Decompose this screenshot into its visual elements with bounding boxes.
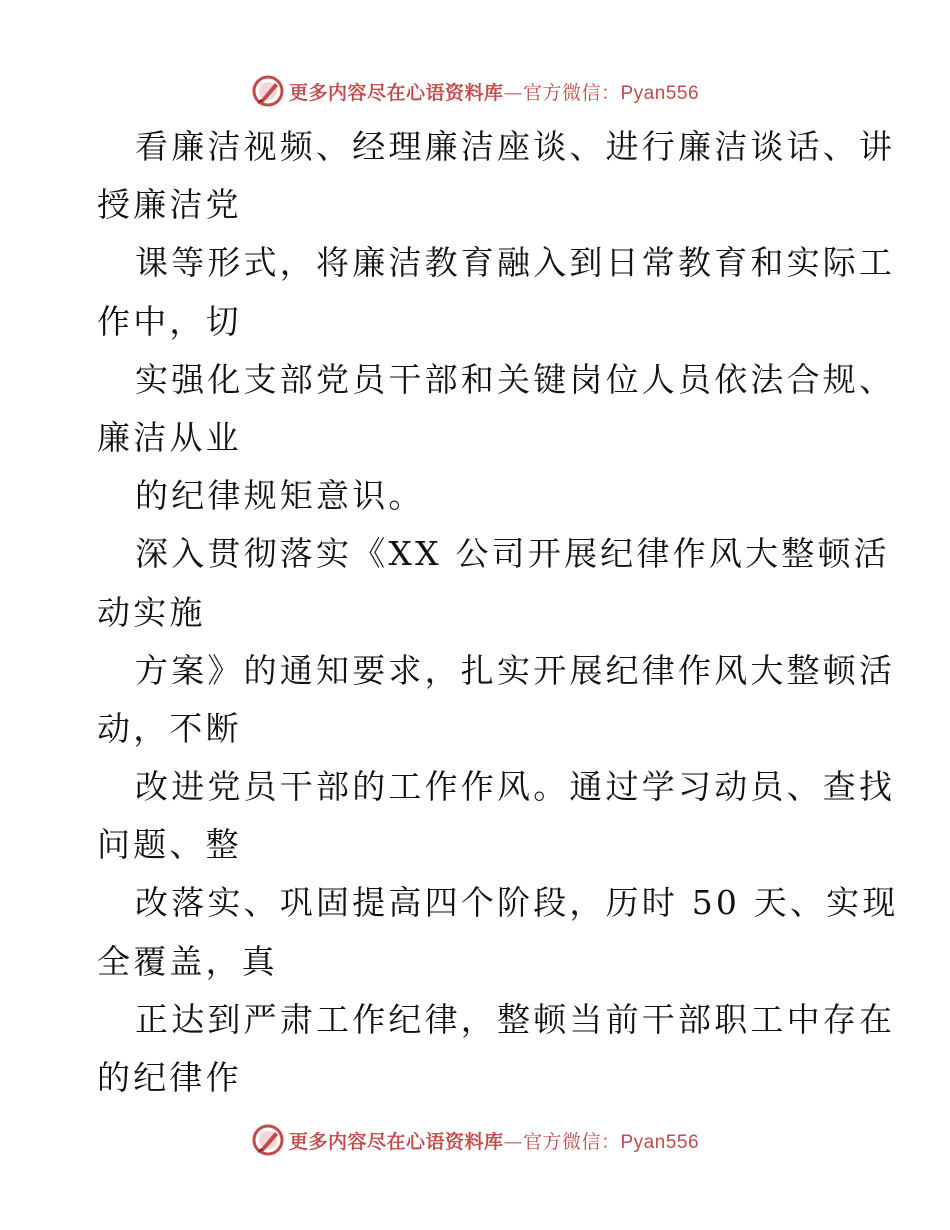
body-line: 廉洁从业 bbox=[97, 417, 242, 457]
header-banner-text bbox=[289, 78, 699, 105]
body-line: 的纪律作 bbox=[97, 1058, 242, 1097]
banner-separator: — bbox=[503, 1130, 523, 1153]
banner-brand: 更多内容尽在心语资料库 bbox=[288, 81, 504, 104]
body-line: 实强化支部党员干部和关键岗位人员依法合规、 bbox=[135, 359, 896, 399]
body-line: 授廉洁党 bbox=[97, 185, 242, 225]
body-line: 动，不断 bbox=[97, 708, 242, 748]
body-line: 方案》的通知要求，扎实开展纪律作风大整顿活 bbox=[135, 650, 896, 690]
banner-brand: 更多内容尽在心语资料库 bbox=[288, 1130, 504, 1153]
quill-circle-icon bbox=[251, 74, 285, 108]
body-line: 的纪律规矩意识。 bbox=[135, 476, 425, 516]
body-line: 改落实、巩固提高四个阶段，历时 50 天、实现 bbox=[135, 883, 899, 923]
body-line: 深入贯彻落实《XX 公司开展纪律作风大整顿活 bbox=[135, 534, 890, 574]
body-line: 全覆盖，真 bbox=[97, 941, 278, 981]
banner-wechat-id: Pyan556 bbox=[620, 1131, 700, 1153]
banner-wechat-label: 官方微信： bbox=[522, 81, 621, 104]
body-line: 课等形式，将廉洁教育融入到日常教育和实际工 bbox=[135, 243, 896, 283]
body-line: 看廉洁视频、经理廉洁座谈、进行廉洁谈话、讲 bbox=[135, 127, 896, 166]
document-body bbox=[97, 118, 899, 1107]
body-line: 改进党员干部的工作作风。通过学习动员、查找 bbox=[135, 767, 896, 807]
footer-banner-text bbox=[289, 1127, 699, 1154]
body-line: 动实施 bbox=[97, 592, 206, 632]
banner-separator: — bbox=[503, 81, 523, 104]
banner-wechat-label: 官方微信： bbox=[522, 1130, 621, 1153]
body-line: 正达到严肃工作纪律，整顿当前干部职工中存在 bbox=[135, 999, 896, 1039]
body-line: 作中，切 bbox=[97, 301, 242, 341]
footer-banner bbox=[0, 1120, 950, 1160]
banner-wechat-id: Pyan556 bbox=[620, 82, 700, 104]
body-line: 问题、整 bbox=[97, 825, 242, 865]
header-banner bbox=[0, 71, 950, 111]
quill-circle-icon bbox=[251, 1123, 285, 1157]
